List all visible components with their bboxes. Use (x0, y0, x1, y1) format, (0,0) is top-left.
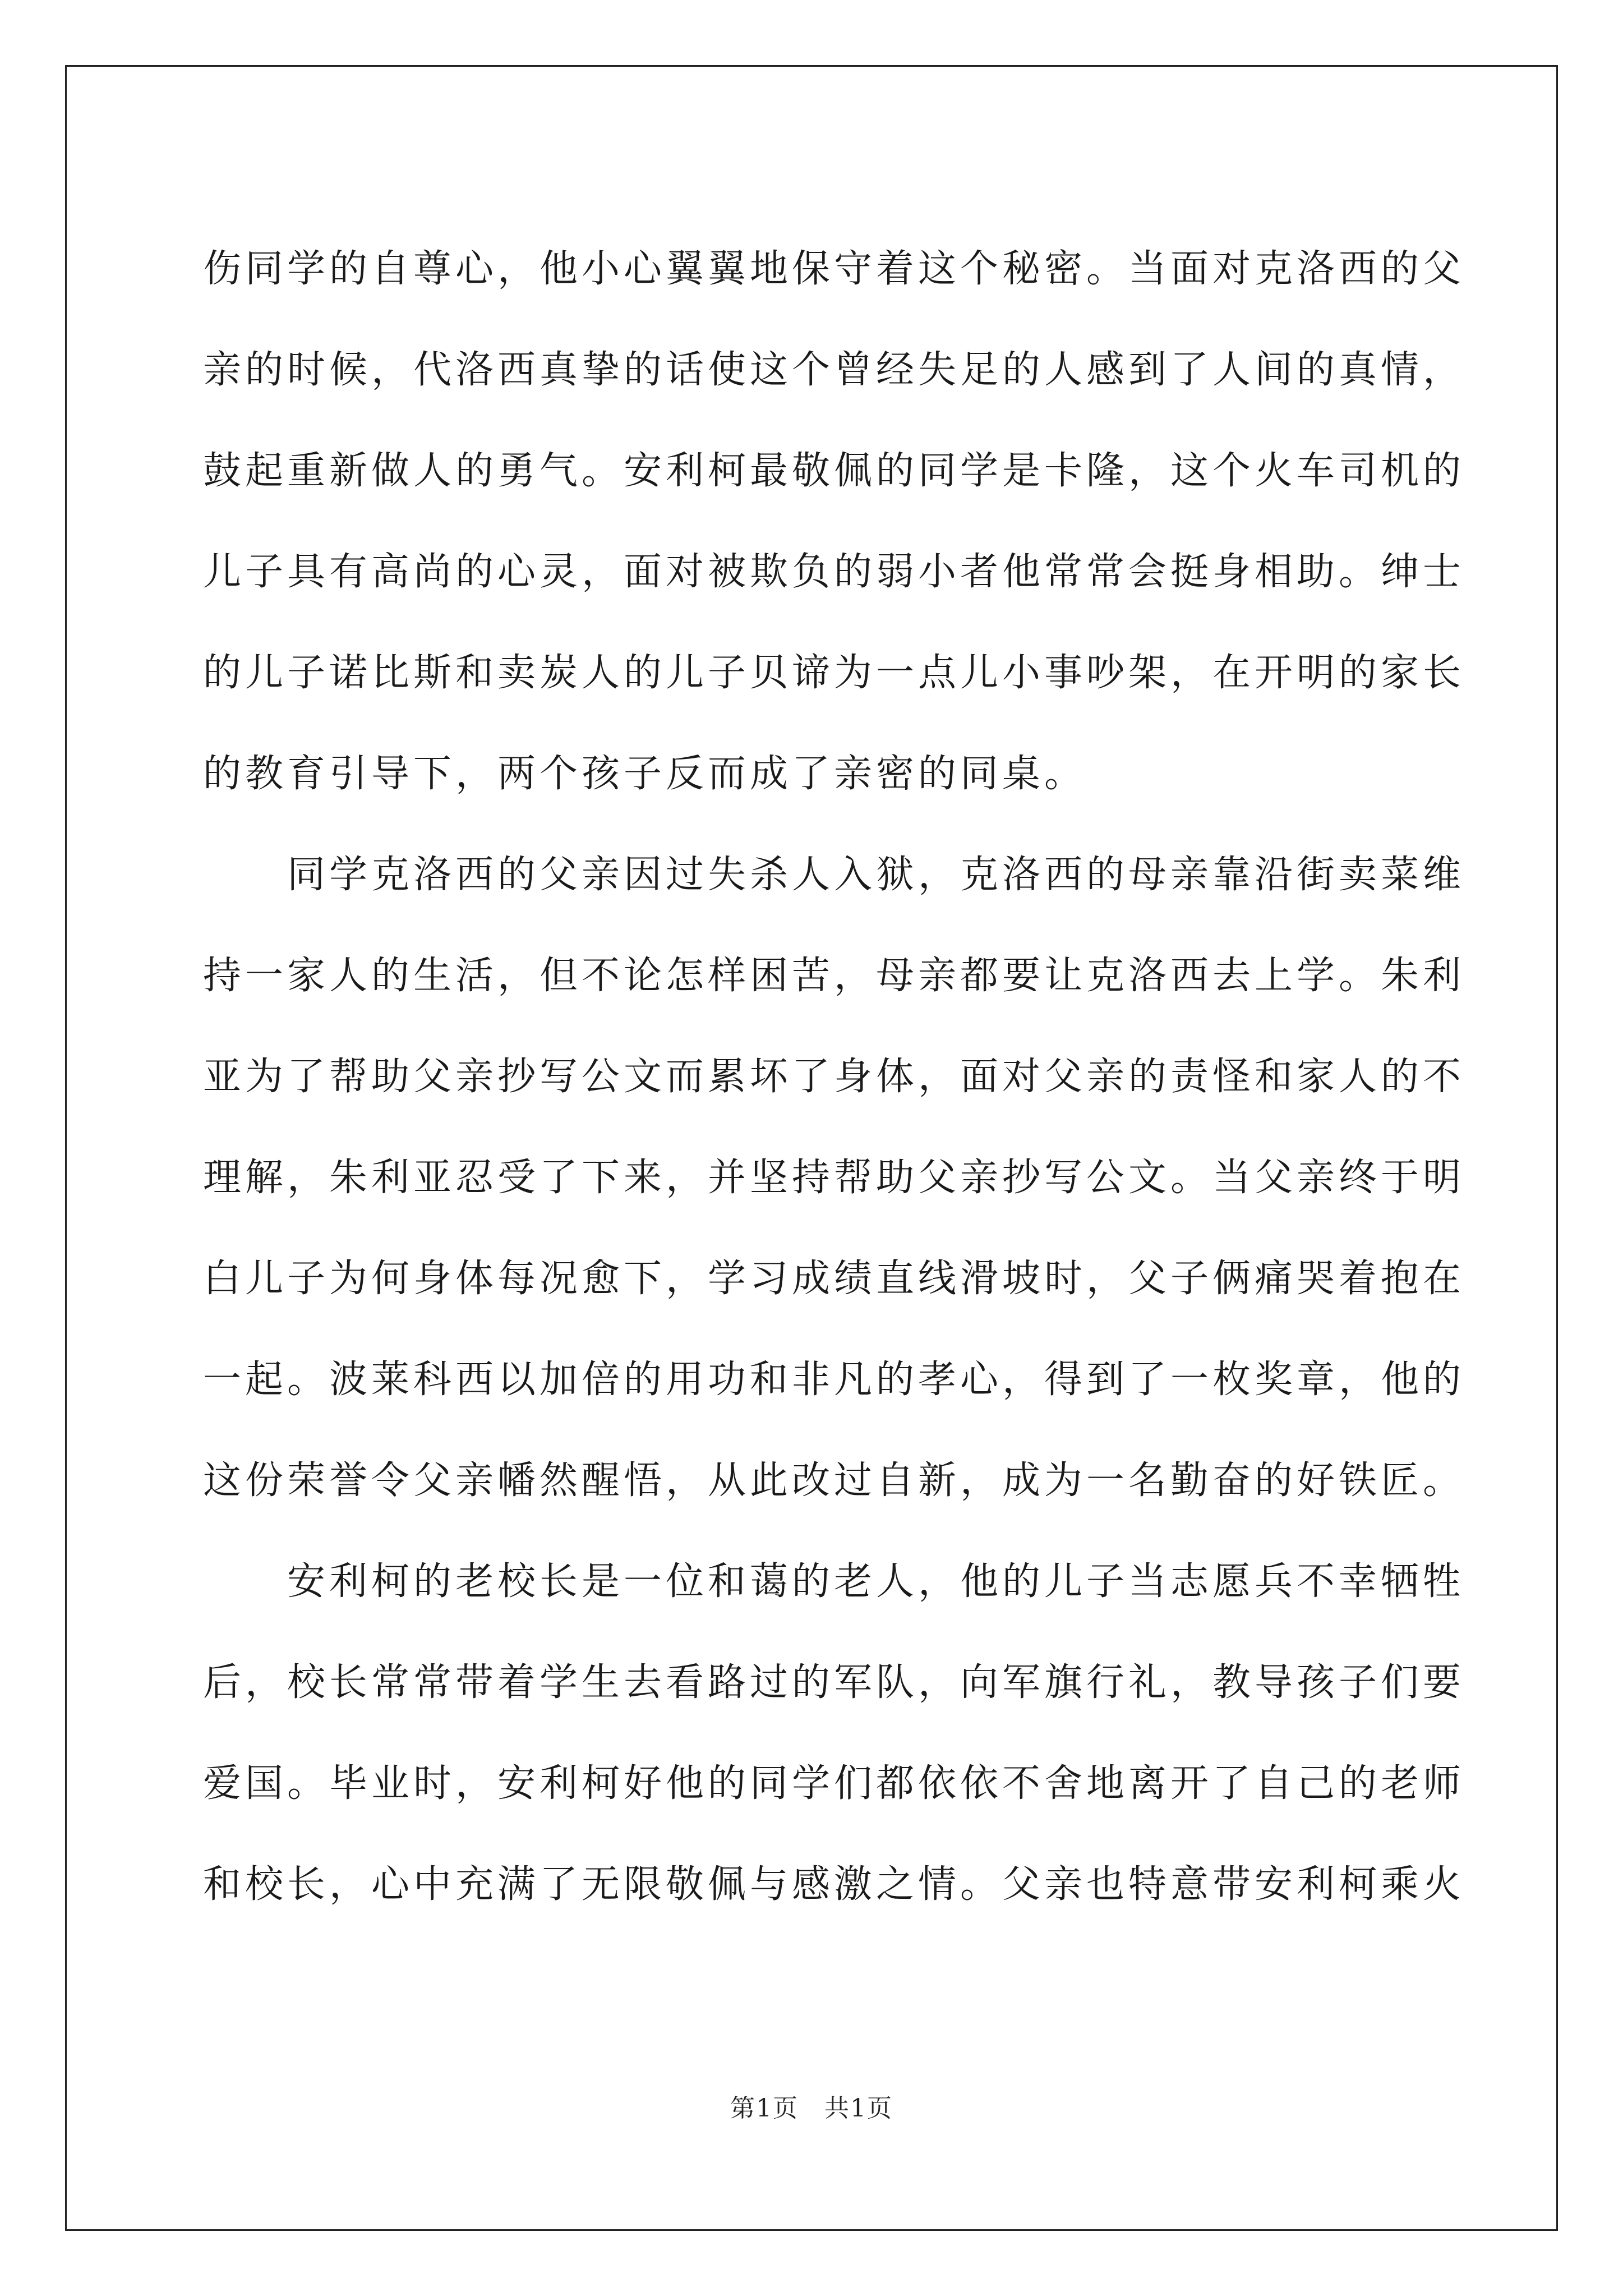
text-line: 和校长，心中充满了无限敬佩与感激之情。父亲也特意带安利柯乘火 (203, 1862, 1465, 1907)
text-line: 的教育引导下，两个孩子反而成了亲密的同桌。 (203, 752, 1087, 796)
text-line: 亲的时候，代洛西真挚的话使这个曾经失足的人感到了人间的真情， (203, 348, 1465, 392)
text-line: 持一家人的生活，但不论怎样困苦，母亲都要让克洛西去上学。朱利 (203, 954, 1465, 998)
document-body (203, 219, 1465, 1935)
text-line: 一起。波莱科西以加倍的用功和非凡的孝心，得到了一枚奖章，他的 (203, 1358, 1465, 1402)
paragraph-3 (203, 1531, 1465, 1935)
text-line: 同学克洛西的父亲因过失杀人入狱，克洛西的母亲靠沿街卖菜维 (287, 853, 1465, 897)
text-line: 白儿子为何身体每况愈下，学习成绩直线滑坡时，父子俩痛哭着抱在 (203, 1257, 1465, 1301)
page-number-footer: 第1页 共1页 (730, 2094, 893, 2123)
paragraph-1 (203, 219, 1465, 825)
text-line: 后，校长常常带着学生去看路过的军队，向军旗行礼，教导孩子们要 (203, 1660, 1465, 1705)
text-line: 理解，朱利亚忍受了下来，并坚持帮助父亲抄写公文。当父亲终于明 (203, 1156, 1465, 1200)
text-line: 的儿子诺比斯和卖炭人的儿子贝谛为一点儿小事吵架，在开明的家长 (203, 651, 1465, 695)
text-line: 亚为了帮助父亲抄写公文而累坏了身体，面对父亲的责怪和家人的不 (203, 1055, 1465, 1099)
text-line: 安利柯的老校长是一位和蔼的老人，他的儿子当志愿兵不幸牺牲 (287, 1559, 1465, 1604)
paragraph-2 (203, 825, 1465, 1531)
text-line: 儿子具有高尚的心灵，面对被欺负的弱小者他常常会挺身相助。绅士 (203, 550, 1465, 594)
text-line: 爱国。毕业时，安利柯好他的同学们都依依不舍地离开了自己的老师 (203, 1761, 1465, 1806)
text-line: 伤同学的自尊心，他小心翼翼地保守着这个秘密。当面对克洛西的父 (203, 247, 1465, 291)
text-line: 这份荣誉令父亲幡然醒悟，从此改过自新，成为一名勤奋的好铁匠。 (203, 1458, 1465, 1503)
text-line: 鼓起重新做人的勇气。安利柯最敬佩的同学是卡隆，这个火车司机的 (203, 449, 1465, 493)
